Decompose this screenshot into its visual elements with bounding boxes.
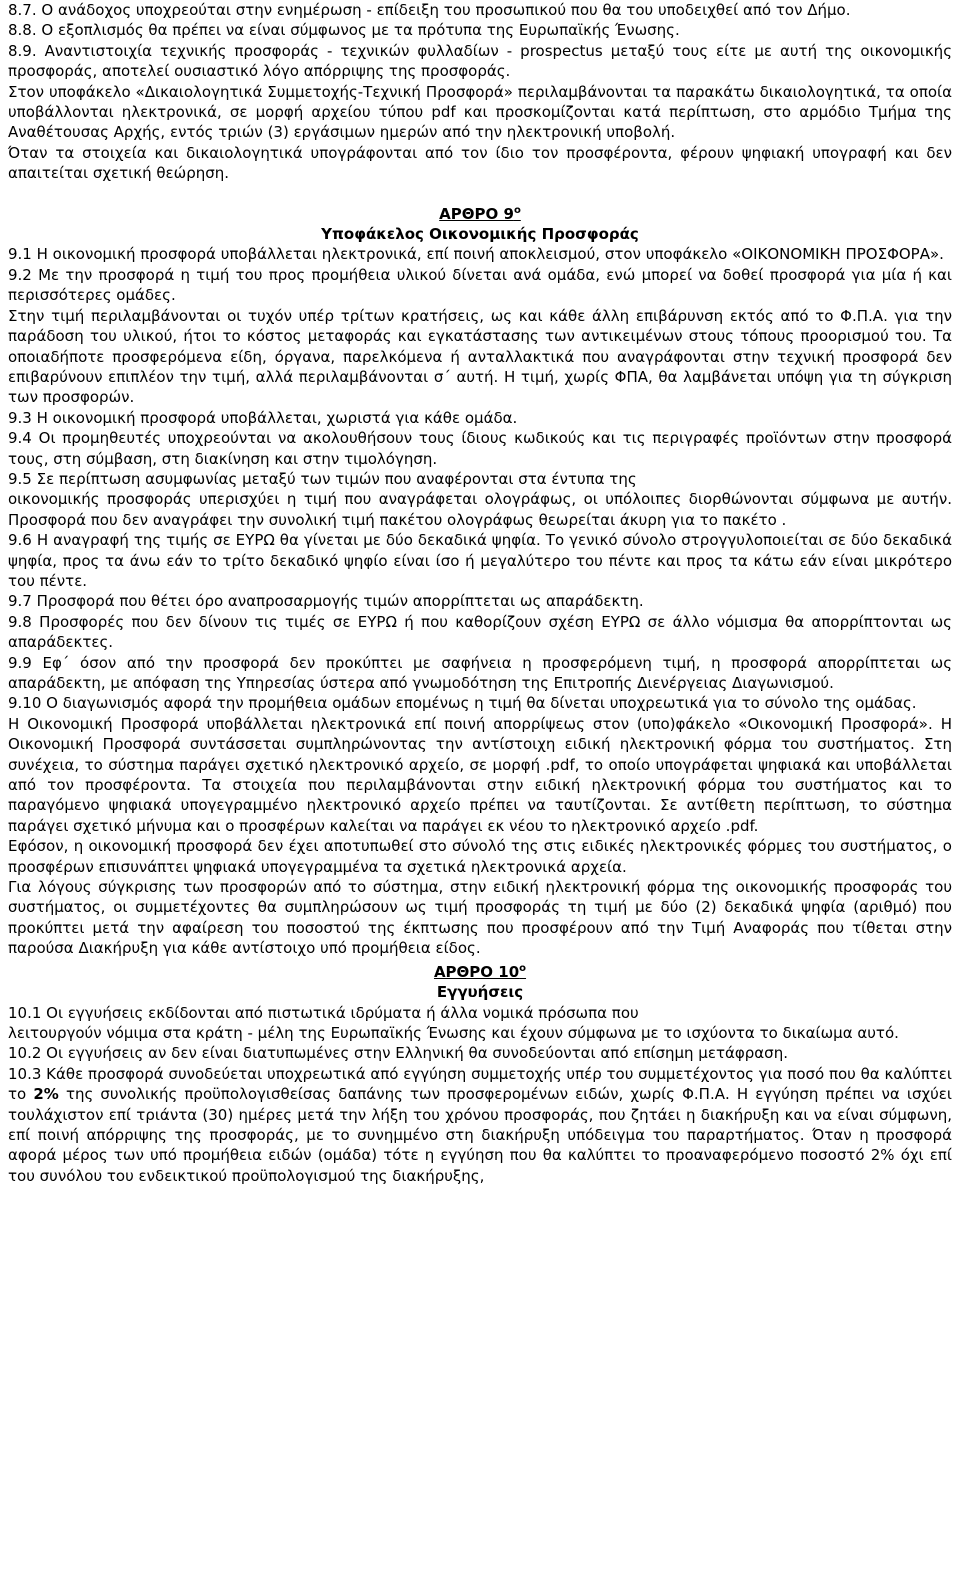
paragraph-8-7: 8.7. Ο ανάδοχος υποχρεούται στην ενημέρωση - επίδειξη του προσωπικού που θα του υποδειχθεί από τον Δήμο. <box>8 1 851 19</box>
paragraph-9-9: 9.9 Εφ΄ όσον από την προσφορά δεν προκύπτει με σαφήνεια η προσφερόμενη τιμή, η προσφορά απορρίπτεται ως απαράδεκτη, με απόφαση της Υπηρεσίας ύστερα από γνωμοδότηση της Επιτροπής Διενέργειας Διαγωνισμού. <box>8 653 952 692</box>
paragraph-10-3 <box>8 1064 952 1186</box>
paragraph-10-1: λειτουργούν νόμιμα στα κράτη - μέλη της Ευρωπαϊκής Ένωσης και έχουν σύμφωνα με το ισχύοντα το δικαίωμα αυτό. <box>8 1023 899 1042</box>
paragraph-9-6: 9.6 Η αναγραφή της τιμής σε ΕΥΡΩ θα γίνεται με δύο δεκαδικά ψηφία. Το γενικό σύνολο στρογγυλοποιείται σε δύο δεκαδικά ψηφία, προς τα άνω εάν το τρίτο δεκαδικό ψηφίο είναι ίσο ή μεγαλύτερο του πέντε και προς τα κάτω εάν είναι μικρότερο του πέντε. <box>8 531 952 590</box>
article-9-heading <box>8 204 952 224</box>
paragraph-9-10: 9.10 Ο διαγωνισμός αφορά την προμήθεια ομάδων επομένως η τιμή θα δίνεται υποχρεωτικά για το σύνολο της ομάδας. <box>8 694 917 713</box>
paragraph-forms: Εφόσον, η οικονομική προσφορά δεν έχει αποτυπωθεί στο σύνολό της στις ειδικές ηλεκτρονικές φόρμες του συστήματος, ο προσφέρων επισυνάπτει ψηφιακά υπογεγραμμένα τα σχετικά ηλεκτρονικά αρχεία. <box>8 837 952 876</box>
paragraph-9-4: 9.4 Οι προμηθευτές υποχρεούνται να ακολουθήσουν τους ίδιους κωδικούς και τις περιγραφές προϊόντων στην προσφορά τους, στη σύμβαση, στη διακίνηση και στην τιμολόγηση. <box>8 429 952 468</box>
paragraph-10-1-line: 10.1 Οι εγγυήσεις εκδίδονται από πιστωτικά ιδρύματα ή άλλα νομικά πρόσωπα που <box>8 1003 639 1022</box>
article-10-heading <box>8 962 952 982</box>
guarantee-percentage: 2% <box>33 1085 59 1104</box>
paragraph-8-9: 8.9. Αναντιστοιχία τεχνικής προσφοράς - τεχνικών φυλλαδίων - prospectus μεταξύ τους είτε με αυτή της οικονομικής προσφοράς, αποτελεί ουσιαστικό λόγο απόρριψης της προσφοράς. <box>8 41 952 81</box>
document-page <box>8 0 952 1186</box>
paragraph-10-2: 10.2 Οι εγγυήσεις αν δεν είναι διατυπωμένες στην Ελληνική θα συνοδεύονται από επίσημη μετάφραση. <box>8 1044 788 1063</box>
paragraph-comparison: Για λόγους σύγκρισης των προσφορών από το σύστημα, στην ειδική ηλεκτρονική φόρμα της οικονομικής προσφοράς του συστήματος, οι συμμετέχοντες θα συμπληρώσουν ως τιμή προσφοράς τη τιμή με δύο (2) δεκαδικά ψηφία (αριθμό) που προκύπτει μετά την αφαίρεση του ποσοστού της έκπτωσης που προσφέρουν από την Τιμή Αναφοράς που τίθεται στην παρούσα Διακήρυξη για κάθε αντίστοιχο υπό προμήθεια είδος. <box>8 878 952 958</box>
paragraph-9-7: 9.7 Προσφορά που θέτει όρο αναπροσαρμογής τιμών απορρίπτεται ως απαράδεκτη. <box>8 592 644 611</box>
article-9-heading-sup: ο <box>513 204 521 216</box>
paragraph-10-3-start: 10.3 Κάθε προσφορά συνοδεύεται υποχρεωτικά από εγγύηση συμμετοχής υπέρ του συμμετέχοντος για ποσό που θα καλύπτει το <box>8 1064 952 1104</box>
paragraph-price: Στην τιμή περιλαμβάνονται οι τυχόν υπέρ τρίτων κρατήσεις, ως και κάθε άλλη επιβάρυνση εκτός από το Φ.Π.Α. για την παράδοση του υλικού, ήτοι το κόστος μεταφοράς και εγκατάστασης των αντικειμένων στους τόπους προορισμού του. Τα οποιαδήποτε προσφερόμενα είδη, όργανα, παρελκόμενα ή ανταλλακτικά που αναγράφονται στην τεχνική προσφορά δεν επιβαρύνουν επιπλέον την τιμή, αλλά περιλαμβάνονται σ΄ αυτή. Η τιμή, χωρίς ΦΠΑ, θα λαμβάνεται υπόψη για τη σύγκριση των προσφορών. <box>8 306 952 407</box>
article-10-heading-text: ΑΡΘΡΟ 10 <box>433 962 520 981</box>
paragraph-9-8: 9.8 Προσφορές που δεν δίνουν τις τιμές σε ΕΥΡΩ ή που καθορίζουν σχέση ΕΥΡΩ σε άλλο νόμισμα θα απορρίπτονται ως απαράδεκτες. <box>8 612 952 652</box>
article-10-heading-sup: ο <box>519 962 527 974</box>
paragraph-9-2: 9.2 Με την προσφορά η τιμή του προς προμήθεια υλικού δίνεται ανά ομάδα, ενώ μπορεί να δοθεί προσφορά για μία ή και περισσότερες ομάδες. <box>8 265 952 305</box>
paragraph-9-5-line: 9.5 Σε περίπτωση ασυμφωνίας μεταξύ των τιμών που αναφέρονται στα έντυπα της <box>8 469 637 488</box>
paragraph-signature: Όταν τα στοιχεία και δικαιολογητικά υπογράφονται από τον ίδιο τον προσφέροντα, φέρουν ψηφιακή υπογραφή και δεν απαιτείται σχετική θεώρηση. <box>8 143 952 183</box>
paragraph-submission: Η Οικονομική Προσφορά υποβάλλεται ηλεκτρονικά επί ποινή απορρίψεως στον (υπο)φάκελο «Οικονομική Προσφορά». Η Οικονομική Προσφορά συντάσσεται συμπληρώνοντας την αντίστοιχη ειδική ηλεκτρονική φόρμα του συστήματος. Στη συνέχεια, το σύστημα παράγει σχετικό ηλεκτρονικό αρχείο, σε μορφή .pdf, το οποίο υπογράφεται ψηφιακά και υποβάλλεται από τον προσφέροντα. Τα στοιχεία που περιλαμβάνονται στην ειδική ηλεκτρονική φόρμα του συστήματος και το παραγόμενο ψηφιακά υπογεγραμμένο ηλεκτρονικό αρχείο πρέπει να ταυτίζονται. Σε αντίθετη περίπτωση, το σύστημα παράγει σχετικό μήνυμα και ο προσφέρων καλείται να παράγει εκ νέου το ηλεκτρονικό αρχείο .pdf. <box>8 714 952 835</box>
paragraph-9-5: οικονομικής προσφοράς υπερισχύει η τιμή που αναγράφεται ολογράφως, οι υπόλοιπες διορθώνονται σύμφωνα με αυτήν. Προσφορά που δεν αναγράφει την συνολική τιμή πακέτου ολογράφως θεωρείται άκυρη για το πακέτο . <box>8 490 952 529</box>
article-9-subtitle: Υποφάκελος Οικονομικής Προσφοράς <box>321 225 639 244</box>
paragraph-8-8: 8.8. Ο εξοπλισμός θα πρέπει να είναι σύμφωνος με τα πρότυπα της Ευρωπαϊκής Ένωσης. <box>8 21 680 40</box>
paragraph-documents: Στον υποφάκελο «Δικαιολογητικά Συμμετοχής-Τεχνική Προσφορά» περιλαμβάνονται τα παρακάτω δικαιολογητικά, τα οποία υποβάλλονται ηλεκτρονικά, σε μορφή αρχείου τύπου pdf και προσκομίζονται κατά περίπτωση, στο αρμόδιο Τμήμα της Αναθέτουσας Αρχής, εντός τριών (3) εργάσιμων ημερών από την ηλεκτρονική υποβολή. <box>8 82 952 142</box>
paragraph-9-1: 9.1 Η οικονομική προσφορά υποβάλλεται ηλεκτρονικά, επί ποινή αποκλεισμού, στον υποφάκελο «ΟΙΚΟΝΟΜΙΚΗ ΠΡΟΣΦΟΡΑ». <box>8 245 944 264</box>
paragraph-9-3: 9.3 Η οικονομική προσφορά υποβάλλεται, χωριστά για κάθε ομάδα. <box>8 408 518 427</box>
paragraph-10-3-rest: της συνολικής προϋπολογισθείσας δαπάνης των προσφερομένων ειδών, χωρίς Φ.Π.Α. Η εγγύηση πρέπει να ισχύει τουλάχιστον επί τριάντα (30) ημέρες μετά την λήξη του χρόνου προσφοράς, που ζητάει η διακήρυξη και να είναι σύμφωνη, επί ποινή απόρριψης της προσφοράς, με το συνημμένο στη διακήρυξη υπόδειγμα του παραρτήματος. Όταν η προσφορά αφορά μέρος των υπό προμήθεια ειδών (ομάδα) τότε η εγγύηση που θα καλύπτει το προαναφερόμενο ποσοστό 2% όχι επί του συνόλου του ενδεικτικού προϋπολογισμού της διακήρυξης, <box>8 1085 952 1185</box>
article-10-subtitle: Εγγυήσεις <box>436 983 524 1002</box>
article-9-heading-text: ΑΡΘΡΟ 9 <box>439 204 514 223</box>
